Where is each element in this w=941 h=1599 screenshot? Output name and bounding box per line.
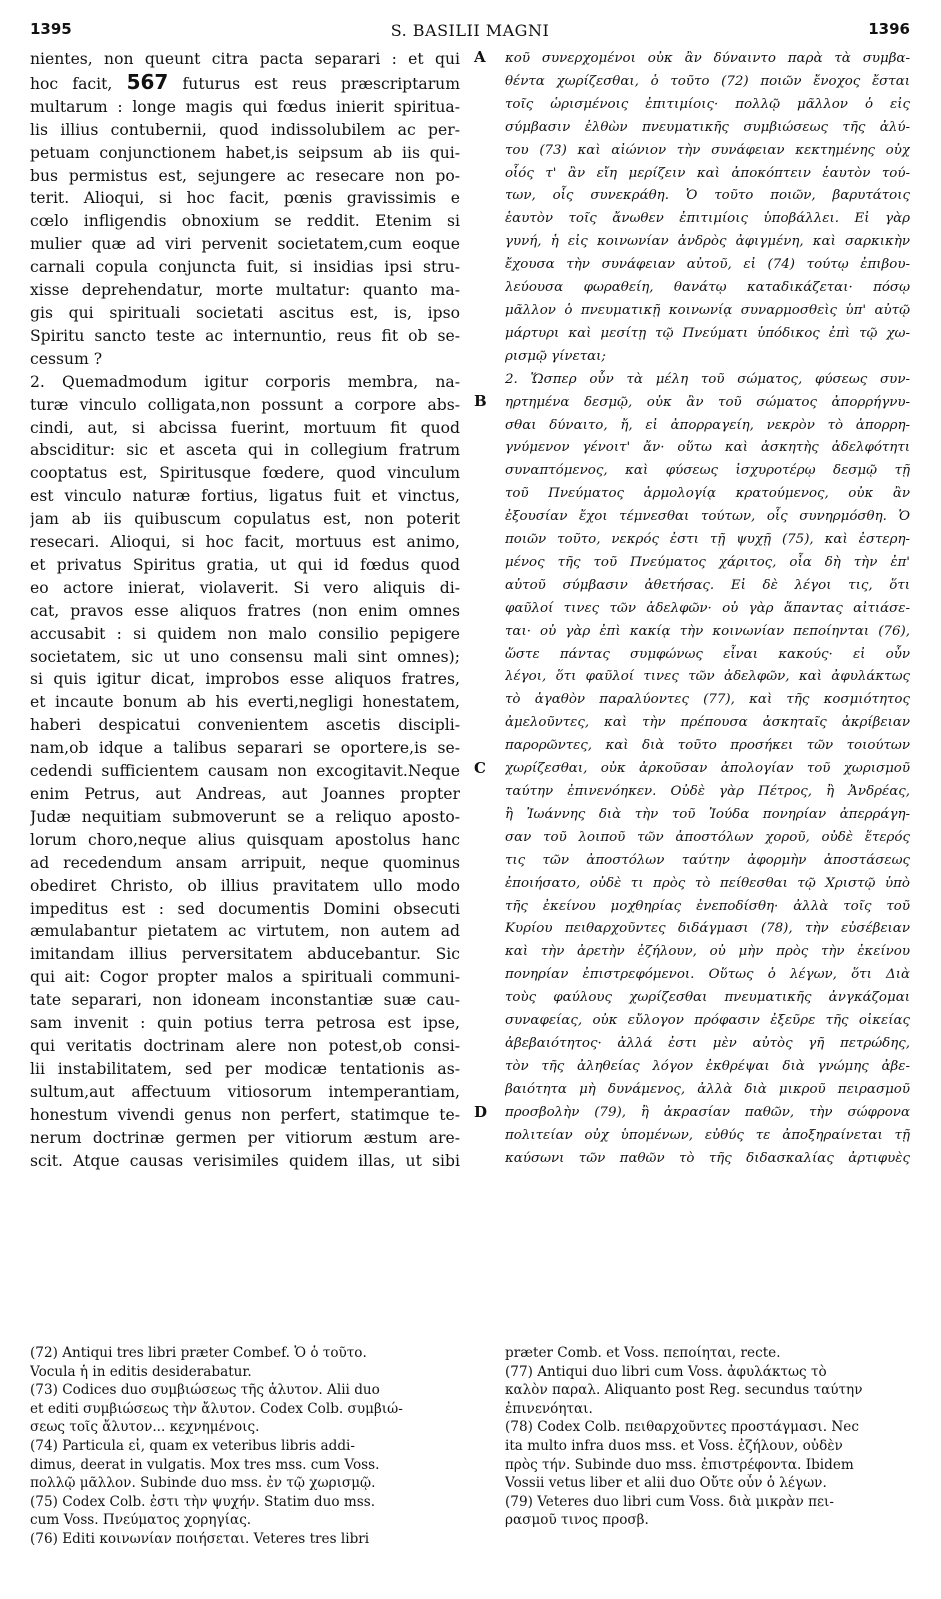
latin-line: nientes, non queunt citra pacta separari : et qui	[30, 50, 460, 68]
latin-line: xisse deprehendatur, morte multatur: quanto ma-	[30, 281, 460, 300]
latin-line: honestum vivendi genus non perfert, statimque te-	[30, 1105, 460, 1124]
latin-line: qui veritatis doctrinam alere non potest,ob consi-	[30, 1036, 460, 1055]
greek-line: του (73) καὶ αἰώνιον τὴν συνάφειαν κεκτημένης οὐχ	[505, 142, 910, 158]
latin-line: haberi despicatui convenientem ascetis discipli-	[30, 716, 460, 735]
greek-line: ποιῶν τοῦτο, νεκρός ἐστι τῇ ψυχῇ (75), καὶ ἐστερη-	[505, 532, 910, 548]
latin-line: Judæ nequitiam submoverunt se a reliquo aposto-	[30, 807, 460, 826]
greek-line: σαν τοῦ λοιποῦ τῶν ἀποστόλων χοροῦ, οὐδὲ ἕτερός	[505, 829, 910, 845]
latin-line: bus permistus est, sejungere ac resecare non po-	[30, 166, 460, 185]
greek-line: χωρίζεσθαι, οὐκ ἀρκοῦσαν ἀπολογίαν τοῦ χωρισμοῦ	[505, 761, 910, 777]
greek-line: οἷός τ' ἂν εἴη μερίζειν καὶ ἀποκόπτειν ἑαυτὸν τού-	[505, 165, 910, 181]
latin-line: multarum : longe magis qui fœdus inierit spiritua-	[30, 97, 460, 116]
greek-line: παρορῶντες, καὶ διὰ τοῦτο προσήκει τῶν τοιούτων	[505, 738, 910, 754]
greek-line: λεύουσα φωραθείη, θανάτῳ καταδικάζεται· πόσῳ	[505, 280, 910, 296]
latin-line: ad recedendum ansam arripuit, neque quominus	[30, 853, 460, 872]
greek-line: ἀβεβαιότητος· ἀλλά ἐστι μὲν αὐτὸς γῆ πετρώδης,	[505, 1035, 910, 1051]
footnote-line: (74) Particula εἰ, quam ex veteribus libris addi-	[30, 1437, 355, 1454]
footnote-line: (76) Editi κοινωνίαν ποιήσεται. Veteres tres libri	[30, 1530, 370, 1547]
greek-line: αὐτοῦ σύμβασιν ἀθετήσας. Εἰ δὲ λέγοι τις, ὅτι	[505, 577, 910, 593]
greek-line: ἐποιήσατο, οὐδὲ τι πρὸς τὸ πείθεσθαι τῷ Χριστῷ ὑπὸ	[505, 875, 910, 891]
greek-line: θέντα χωρίζεσθαι, ὁ τοῦτο (72) ποιῶν ἔνοχος ἔσται	[505, 73, 910, 89]
latin-line: 2. Quemadmodum igitur corporis membra, na-	[30, 372, 460, 391]
latin-line: et privatus Spiritus gratia, ut qui id fœdus quod	[30, 555, 460, 574]
greek-text-column	[505, 48, 910, 1170]
greek-line: τὸ ἀγαθὸν παραλύοντες (77), καὶ τῆς κοσμιότητος	[505, 692, 910, 708]
greek-line: γυνή, ἡ εἰς κοινωνίαν ἀνδρὸς ἀφιγμένη, καὶ σαρκικὴν	[505, 234, 910, 250]
footnote-line: præter Comb. et Voss. πεποίηται, recte.	[505, 1345, 781, 1361]
latin-line: societatem, sic ut uno consensu mali sint omnes);	[30, 647, 460, 666]
greek-line: ταύτην ἐπινενόηκεν. Οὐδὲ γὰρ Πέτρος, ἢ Ἀνδρέας,	[505, 784, 910, 799]
latin-line-rest: futurus est reus præscriptarum	[168, 74, 460, 93]
greek-line: σύμβασιν ἐλθὼν πνευματικῆς συμβιώσεως τῆς ἀλύ-	[505, 119, 910, 135]
margin-marker-d: D	[474, 1103, 488, 1121]
footnote-line: Vossii vetus liber et alii duo Οὔτε οὖν ὁ λέγων.	[505, 1475, 827, 1492]
greek-line: συναφείας, οὐκ εὔλογον πρόφασιν ἐξεῦρε τῆς οἰκείας	[505, 1013, 910, 1029]
latin-line: gis qui spirituali societati ascitus est, is, ipso	[30, 303, 460, 322]
greek-line: προσβολὴν (79), ἢ ἀκρασίαν παθῶν, τὴν σώφρονα	[505, 1104, 910, 1120]
greek-line: κοῦ συνερχομένοι οὐκ ἂν δύναιντο παρὰ τὰ συμβα-	[505, 51, 910, 66]
latin-line	[30, 71, 460, 96]
latin-line: et incaute bonum ab his everti,negligi honestatem,	[30, 693, 460, 712]
latin-line: cedendi sufficientem causam non excogitavit.Neque	[30, 762, 460, 781]
greek-line: ἑαυτὸν τοῖς ἄνωθεν ἐπιτιμίοις ὑποβάλλει. Εἰ γὰρ	[505, 211, 910, 227]
footnote-line: Vocula ἡ in editis desiderabatur.	[30, 1363, 252, 1380]
greek-line: ὥστε πάντας συμφώνως εἶναι κακούς· εἰ οὖν	[505, 646, 910, 662]
greek-line: σθαι δύναιτο, ἤ, εἰ ἀπορραγείη, νεκρὸν τὸ ἀπορρη-	[505, 417, 910, 433]
latin-line: turæ vinculo colligata,non possunt a corpore abs-	[30, 395, 460, 414]
page-header	[30, 20, 910, 44]
footnote-line: dimus, deerat in vulgatis. Mox tres mss. cum Voss.	[30, 1456, 380, 1473]
footnote-line: (77) Antiqui duo libri cum Voss. ἀφυλάκτως τὸ	[505, 1363, 827, 1380]
latin-line: petuam conjunctionem habet,is seipsum ab iis qui-	[30, 143, 460, 162]
margin-marker-a: A	[474, 48, 486, 66]
greek-line: τοῖς ὡρισμένοις ἐπιτιμίοις· πολλῷ μᾶλλον ὁ εἰς	[505, 96, 910, 112]
footnote-line: καλὸν παραλ. Aliquanto post Reg. secundus ταύτην	[505, 1382, 863, 1399]
right-page-number: 1396	[868, 20, 910, 38]
footnote-line: (79) Veteres duo libri cum Voss. διὰ μικρὰν πει-	[505, 1493, 834, 1510]
latin-line: est vinculo naturæ fortius, ligatus fuit et vinctus,	[30, 487, 460, 506]
footnote-line: σεως τοῖς ἄλυτον... κεχνημένοις.	[30, 1419, 260, 1436]
greek-line: πολιτείαν οὐχ ὑπομένων, εὐθύς τε ἀποξηραίνεται τῇ	[505, 1127, 910, 1143]
greek-line: τις τῶν ἀποστόλων ταύτην ἀφορμὴν ἀποστάσεως	[505, 852, 910, 868]
greek-line: ται· οὐ γὰρ ἐπὶ κακίᾳ τὴν κοινωνίαν πεποίηνται (76),	[505, 623, 910, 639]
latin-line: absciditur: sic et asceta qui in collegium fratrum	[30, 441, 460, 460]
greek-line: ἀμελοῦντες, καὶ τὴν πρέπουσα ἀσκηταῖς ἀκρίβειαν	[505, 715, 910, 731]
greek-line: πονηρίαν ἐπιστρεφόμενοι. Οὕτως ὁ λέγων, ὅτι Διὰ	[505, 967, 910, 983]
greek-line: τῆς ἐκείνου μοχθηρίας ἐνεποδίσθη· ἀλλὰ τοῖς τοῦ	[505, 898, 910, 914]
latin-line: lis illius contubernii, quod indissolubilem ac per-	[30, 120, 460, 139]
left-page-number: 1395	[30, 20, 72, 38]
greek-line: μάρτυρι καὶ μεσίτῃ τῷ Πνεύματι ὑπόδικος ἐπὶ τῷ χω-	[505, 325, 910, 341]
latin-line: carnali copula conjuncta fuit, si insidias ipsi stru-	[30, 258, 460, 277]
latin-line: mulier quæ ad viri pervenit societatem,cum eoque	[30, 235, 460, 254]
footnote-line: ita multo infra duos mss. et Voss. ἐζήλουν, οὐδὲν	[505, 1437, 843, 1454]
latin-line: tate separari, non idoneam inconstantiæ suæ cau-	[30, 991, 460, 1010]
latin-line: accusabit : si quidem non malo consilio pepigere	[30, 624, 460, 643]
greek-line: λέγοι, ὅτι φαῦλοί τινες τῶν ἀδελφῶν, καὶ ἀφυλάκτως	[505, 669, 910, 685]
footnote-line: (78) Codex Colb. πειθαρχοῦντες προστάγμασι. Nec	[505, 1419, 859, 1436]
footnote-line: πολλῷ μᾶλλον. Subinde duo mss. ἐν τῷ χωρισμῷ.	[30, 1475, 376, 1492]
latin-line: enim Petrus, aut Andreas, aut Joannes propter	[30, 785, 460, 803]
latin-line: æmulabantur pietatem ac virtutem, non autem ad	[30, 922, 460, 941]
margin-marker-c: C	[474, 759, 486, 777]
greek-line: τοὺς φαύλους χωρίζεσθαι πνευματικῆς ἀνγκάζομαι	[505, 990, 910, 1006]
latin-line: si quis igitur dicat, improbos esse aliquos fratres,	[30, 670, 460, 689]
greek-line: μένος τῆς τοῦ Πνεύματος χάριτος, οἷα δὴ τὴν ἐπ'	[505, 554, 910, 570]
footnote-line: (72) Antiqui tres libri præter Combef. Ὁ ὁ τοῦτο.	[30, 1345, 367, 1361]
footnote-line: πρὸς τήν. Subinde duo mss. ἐπιστρέφοντα. Ibidem	[505, 1456, 854, 1473]
latin-line: resecari. Alioqui, si hoc facit, mortuus est animo,	[30, 533, 460, 552]
latin-line: obediret Christo, ob illius pravitatem ullo modo	[30, 876, 460, 895]
greek-line: καύσωνι τῶν παθῶν τὸ τῆς διδασκαλίας ἀρτιφυὲς	[505, 1150, 910, 1166]
footnote-line: ρασμοῦ τινος προσβ.	[505, 1512, 649, 1529]
running-title: S. BASILII MAGNI	[390, 21, 550, 40]
latin-line: cessum ?	[30, 349, 103, 368]
greek-line: τὸν τῆς ἀληθείας λόγον ἐκθρέψαι διὰ γνώμης ἀβε-	[505, 1058, 910, 1074]
margin-marker-b: B	[474, 392, 487, 410]
greek-line: ἐξουσίαν ἔχοι τέμνεσθαι τούτων, οἷς συνηρμόσθη. Ὁ	[505, 509, 910, 525]
latin-line-prefix: hoc facit,	[30, 74, 127, 93]
greek-line: μᾶλλον ὁ πνευματικῇ κοινωνίᾳ συναρμοσθεὶς ὑπ' αὐτῷ	[505, 302, 910, 318]
greek-line: ρισμῷ γίνεται;	[505, 348, 606, 364]
footnotes-right	[505, 1344, 910, 1530]
footnote-line: cum Voss. Πνεύματος χορηγίας.	[30, 1512, 252, 1529]
footnote-line: (73) Codices duo συμβιώσεως τῆς ἀλυτον. Alii duo	[30, 1382, 380, 1399]
latin-line: terit. Alioqui, si hoc facit, pœnis gravissimis e	[30, 189, 460, 208]
latin-line: jam ab iis quibuscum copulatus est, non poterit	[30, 510, 460, 529]
latin-line: sam invenit : quin potius terra petrosa est ipse,	[30, 1014, 460, 1033]
column-number: 567	[126, 70, 169, 94]
greek-line: Κυρίου πειθαρχοῦντες διδάγμασι (78), τὴν εὐσέβειαν	[505, 921, 910, 937]
latin-line: cooptatus est, Spiritusque fœdere, quod vinculum	[30, 464, 460, 483]
greek-line: ἢ Ἰωάννης διὰ τὴν τοῦ Ἰούδα πονηρίαν ἀπερράγη-	[505, 806, 910, 822]
latin-text-column	[30, 48, 460, 1172]
latin-line: qui ait: Cogor propter malos a spirituali communi-	[30, 968, 460, 987]
latin-line: cœlo infligendis obnoxium se reddit. Etenim si	[30, 212, 460, 231]
latin-line: nerum doctrinæ germen per vitiorum æstum are-	[30, 1128, 460, 1147]
greek-line: των, οἷς συνεκράθη. Ὁ τοῦτο ποιῶν, βαρυτάτοις	[505, 188, 910, 204]
latin-line: Spiritu sancto teste ac internuntio, reus fit ob se-	[30, 326, 460, 345]
greek-line: ἔχουσα τὴν συνάφειαν αὐτοῦ, εἰ (74) τούτῳ ἐπιβου-	[505, 257, 910, 273]
greek-line: καὶ τὴν ἀρετὴν ἐζήλουν, οὐ μὴν πρὸς τὴν ἐκείνου	[505, 944, 910, 960]
latin-line: impeditus est : sed documentis Domini obsecuti	[30, 899, 460, 918]
latin-line: scit. Atque causas verisimiles quidem illas, ut sibi	[30, 1151, 460, 1170]
footnote-line: et editi συμβιώσεως τὴν ἄλυτον. Codex Colb. συμβιώ-	[30, 1400, 403, 1417]
latin-line: cindi, aut, si abcissa fuerint, mortuum fit quod	[30, 418, 460, 437]
latin-line: eo actore inierat, violaverit. Si vero aliquis di-	[30, 578, 460, 597]
greek-line: ηρτημένα δεσμῷ, οὐκ ἂν τοῦ σώματος ἀπορρήγνυ-	[505, 394, 910, 410]
footnotes-left	[30, 1344, 460, 1549]
latin-line: cat, pravos esse aliquos fratres (non enim omnes	[30, 601, 460, 620]
greek-line: τοῦ Πνεύματος ἁρμολογίᾳ κρατούμενος, οὐκ ἂν	[505, 486, 910, 502]
footnote-line: (75) Codex Colb. ἐστι τὴν ψυχήν. Statim duo mss.	[30, 1493, 376, 1510]
greek-line: φαῦλοί τινες τῶν ἀδελφῶν· οὐ γὰρ ἅπαντας αἰτιάσε-	[505, 600, 910, 616]
greek-line: συναπτόμενος, καὶ φύσεως ἰσχυροτέρῳ δεσμῷ τῇ	[505, 463, 910, 479]
latin-line: sultum,aut affectuum vitiosorum intemperantiam,	[30, 1082, 460, 1101]
latin-line: nam,ob idque a talibus separari se oportere,is se-	[30, 739, 460, 758]
greek-line: βαιότητα μὴ δυνάμενος, ἀλλὰ διὰ μικροῦ πειρασμοῦ	[505, 1081, 910, 1097]
latin-line: imitandam illius perversitatem abducebantur. Sic	[30, 945, 460, 964]
greek-line: 2. Ὥσπερ οὖν τὰ μέλη τοῦ σώματος, φύσεως συν-	[505, 371, 910, 387]
latin-line: lorum choro,neque alius quisquam apostolus hanc	[30, 830, 460, 849]
latin-line: lii instabilitatem, sed per modicæ tentationis as-	[30, 1059, 460, 1078]
greek-line: γνύμενον γένοιτ' ἄν· οὕτω καὶ ἀσκητὴς ἀδελφότητι	[505, 440, 910, 456]
footnote-line: ἐπινενόηται.	[505, 1400, 593, 1417]
